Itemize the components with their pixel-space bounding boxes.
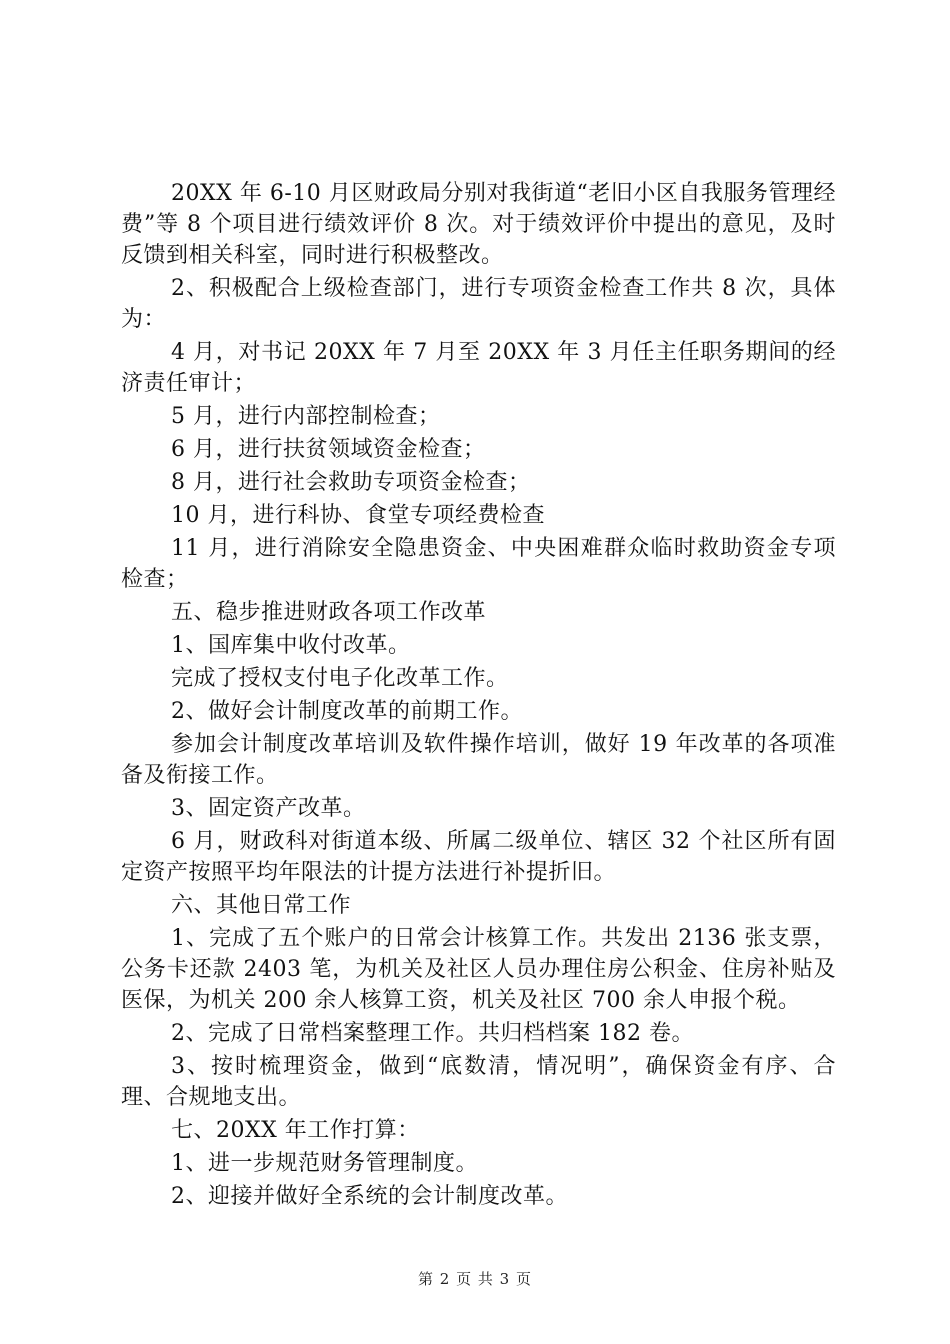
page-footer: 第 2 页 共 3 页 — [418, 1270, 532, 1288]
section-heading: 五、稳步推进财政各项工作改革 — [171, 600, 487, 625]
document-body — [121, 178, 836, 1214]
paragraph: 6 月，财政科对街道本级、所属二级单位、辖区 32 个社区所有固定资产按照平均年限法的计提方法进行补提折旧。 — [121, 829, 836, 885]
paragraph: 2、迎接并做好全系统的会计制度改革。 — [171, 1184, 568, 1209]
section-heading: 七、20XX 年工作打算： — [171, 1118, 420, 1143]
paragraph: 5 月，进行内部控制检查； — [171, 404, 441, 429]
paragraph: 1、国库集中收付改革。 — [171, 633, 411, 658]
paragraph: 3、固定资产改革。 — [171, 796, 366, 821]
paragraph: 3、按时梳理资金，做到“底数清，情况明”，确保资金有序、合理、合规地支出。 — [121, 1054, 836, 1110]
paragraph: 2、完成了日常档案整理工作。共归档档案 182 卷。 — [171, 1021, 694, 1046]
paragraph: 8 月，进行社会救助专项资金检查； — [171, 470, 531, 495]
paragraph: 11 月，进行消除安全隐患资金、中央困难群众临时救助资金专项检查； — [121, 536, 836, 592]
paragraph: 10 月，进行科协、食堂专项经费检查 — [171, 503, 545, 528]
paragraph: 20XX 年 6-10 月区财政局分别对我街道“老旧小区自我服务管理经费”等 8 个项目进行绩效评价 8 次。对于绩效评价中提出的意见，及时反馈到相关科室，同时进行积极整改。 — [121, 181, 836, 268]
paragraph: 2、积极配合上级检查部门，进行专项资金检查工作共 8 次，具体为： — [121, 276, 836, 332]
paragraph: 参加会计制度改革培训及软件操作培训，做好 19 年改革的各项准备及衔接工作。 — [121, 732, 836, 788]
paragraph: 6 月，进行扶贫领域资金检查； — [171, 437, 486, 462]
paragraph: 完成了授权支付电子化改革工作。 — [171, 666, 509, 691]
section-heading: 六、其他日常工作 — [171, 893, 352, 918]
paragraph: 4 月，对书记 20XX 年 7 月至 20XX 年 3 月任主任职务期间的经济责任审计； — [121, 340, 836, 396]
paragraph: 1、完成了五个账户的日常会计核算工作。共发出 2136 张支票，公务卡还款 2403 笔，为机关及社区人员办理住房公积金、住房补贴及医保，为机关 200 余人核算工资，机关及社区 700 余人申报个税。 — [121, 926, 836, 1013]
paragraph: 2、做好会计制度改革的前期工作。 — [171, 699, 523, 724]
paragraph: 1、进一步规范财务管理制度。 — [171, 1151, 478, 1176]
